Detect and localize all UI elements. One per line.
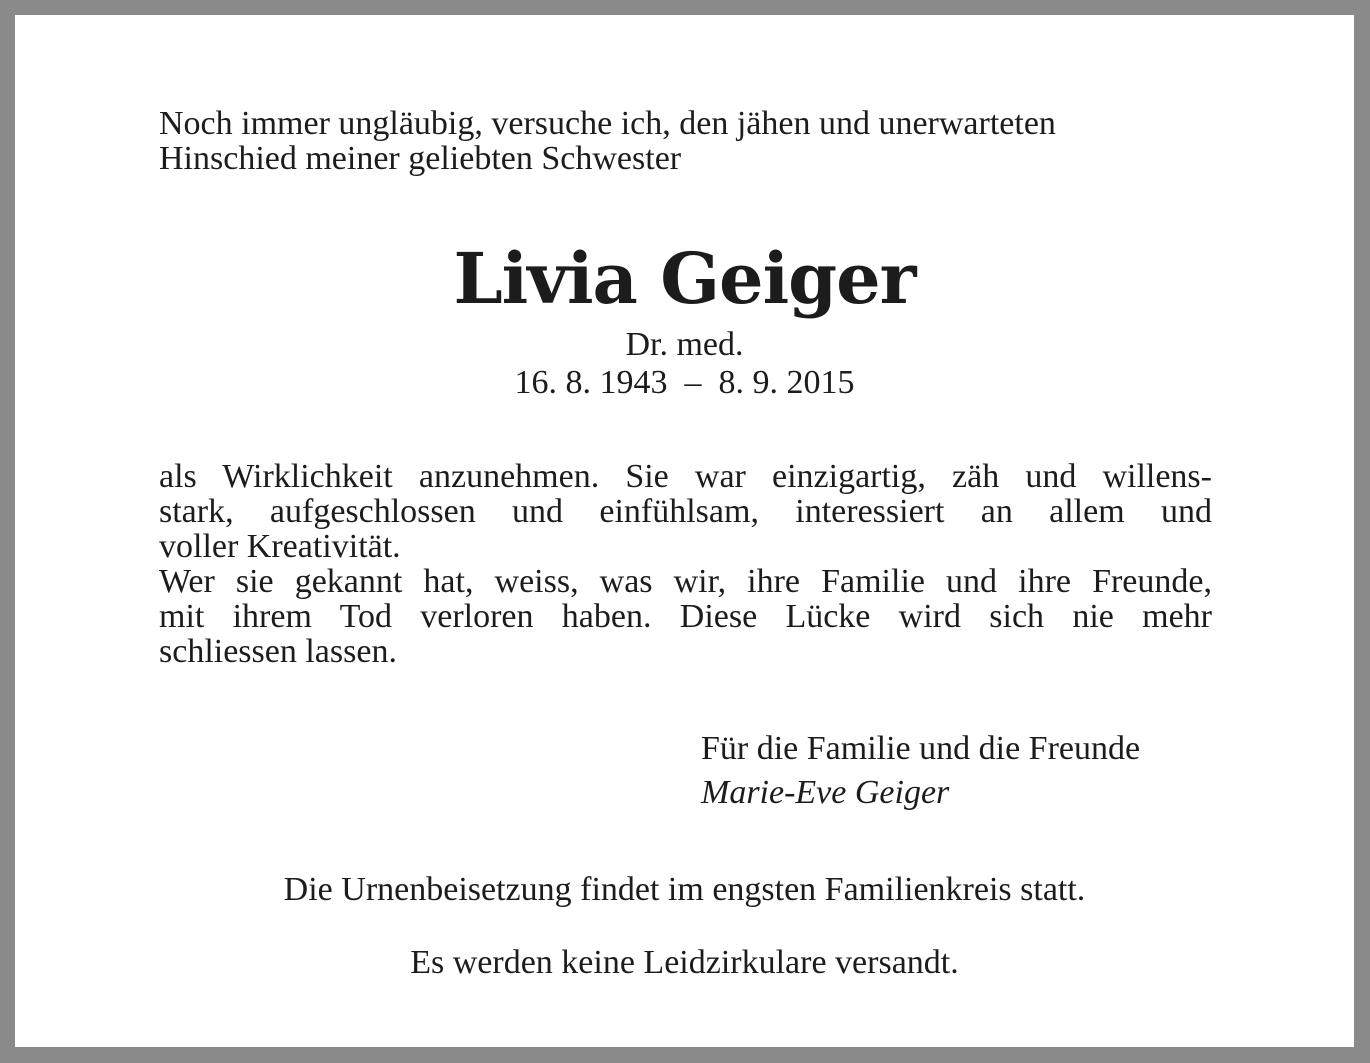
signoff-line: Für die Familie und die Freunde (701, 730, 1141, 767)
academic-title: Dr. med. (625, 326, 744, 363)
intro-line: Hinschied meiner geliebten Schwester (159, 140, 682, 177)
intro-line: Noch immer ungläubig, versuche ich, den jähen und unerwarteten (159, 105, 1056, 142)
deceased-name: Livia Geiger (453, 237, 916, 320)
tribute-line: mit ihrem Tod verloren haben. Diese Lücke wird sich nie mehr (159, 598, 1212, 635)
tribute-line: als Wirklichkeit anzunehmen. Sie war einzigartig, zäh und willens- (159, 458, 1212, 495)
tribute-line: schliessen lassen. (159, 633, 397, 670)
circulars-note: Es werden keine Leidzirkulare versandt. (410, 944, 959, 981)
burial-note: Die Urnenbeisetzung findet im engsten Familienkreis statt. (283, 871, 1086, 908)
tribute-line: stark, aufgeschlossen und einfühlsam, interessiert an allem und (159, 493, 1212, 530)
life-dates: 16. 8. 1943 – 8. 9. 2015 (514, 364, 855, 401)
signer-name: Marie-Eve Geiger (701, 774, 950, 811)
tribute-line: voller Kreativität. (159, 528, 401, 565)
tribute-line: Wer sie gekannt hat, weiss, was wir, ihre Familie und ihre Freunde, (159, 563, 1212, 600)
tribute-paragraph (159, 459, 1212, 669)
obituary-page (15, 15, 1354, 1047)
intro-text (159, 106, 1212, 176)
